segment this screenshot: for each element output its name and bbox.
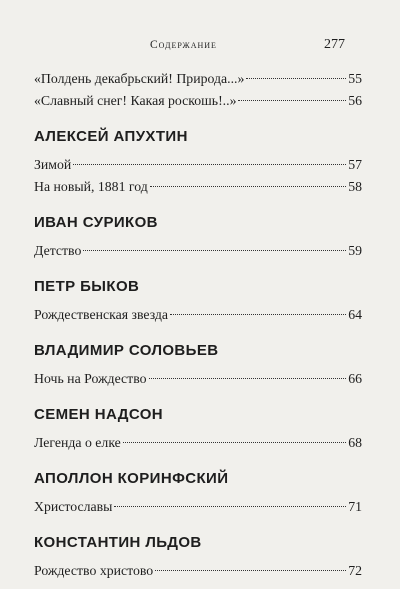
table-of-contents — [34, 68, 362, 582]
running-title: Содержание — [150, 39, 217, 51]
toc-entry — [34, 90, 362, 112]
toc-entry — [34, 304, 362, 326]
dot-leader — [114, 506, 346, 507]
entry-page-number: 71 — [348, 499, 362, 514]
dot-leader — [150, 186, 346, 187]
author-heading: КОНСТАНТИН ЛЬДОВ — [34, 534, 202, 551]
toc-entry — [34, 432, 362, 454]
entry-page-number: 56 — [348, 93, 362, 108]
page-number: 277 — [324, 37, 345, 52]
entry-page-number: 68 — [348, 435, 362, 450]
entry-page-number: 72 — [348, 563, 362, 578]
entry-page-number: 64 — [348, 307, 362, 322]
toc-entry — [34, 154, 362, 176]
toc-entry — [34, 68, 362, 90]
toc-entry — [34, 560, 362, 582]
entry-title: На новый, 1881 год — [34, 179, 148, 194]
dot-leader — [149, 378, 347, 379]
author-heading: СЕМЕН НАДСОН — [34, 406, 164, 423]
entry-title: «Полдень декабрьский! Природа...» — [34, 71, 245, 86]
entry-title: Рождество христово — [34, 563, 154, 578]
dot-leader — [170, 314, 346, 315]
entry-page-number: 55 — [348, 71, 362, 86]
toc-entry — [34, 368, 362, 390]
toc-entry — [34, 176, 362, 198]
toc-entry — [34, 496, 362, 518]
entry-page-number: 58 — [348, 179, 362, 194]
author-heading: ИВАН СУРИКОВ — [34, 214, 158, 231]
entry-title: Рождественская звезда — [34, 307, 169, 322]
page-header — [0, 36, 400, 56]
author-heading: АЛЕКСЕЙ АПУХТИН — [34, 128, 188, 145]
author-heading: АПОЛЛОН КОРИНФСКИЙ — [34, 470, 229, 487]
author-heading: ВЛАДИМИР СОЛОВЬЕВ — [34, 342, 219, 359]
entry-title: Детство — [34, 243, 82, 258]
entry-page-number: 59 — [348, 243, 362, 258]
entry-title: Зимой — [34, 157, 72, 172]
dot-leader — [123, 442, 346, 443]
dot-leader — [83, 250, 346, 251]
entry-title: «Славный снег! Какая роскошь!..» — [34, 93, 237, 108]
dot-leader — [155, 570, 346, 571]
toc-entry — [34, 240, 362, 262]
dot-leader — [246, 78, 346, 79]
entry-title: Христославы — [34, 499, 113, 514]
entry-page-number: 66 — [348, 371, 362, 386]
entry-title: Легенда о елке — [34, 435, 121, 450]
entry-title: Ночь на Рождество — [34, 371, 147, 386]
author-heading: ПЕТР БЫКОВ — [34, 278, 140, 295]
entry-page-number: 57 — [348, 157, 362, 172]
dot-leader — [238, 100, 346, 101]
dot-leader — [73, 164, 346, 165]
